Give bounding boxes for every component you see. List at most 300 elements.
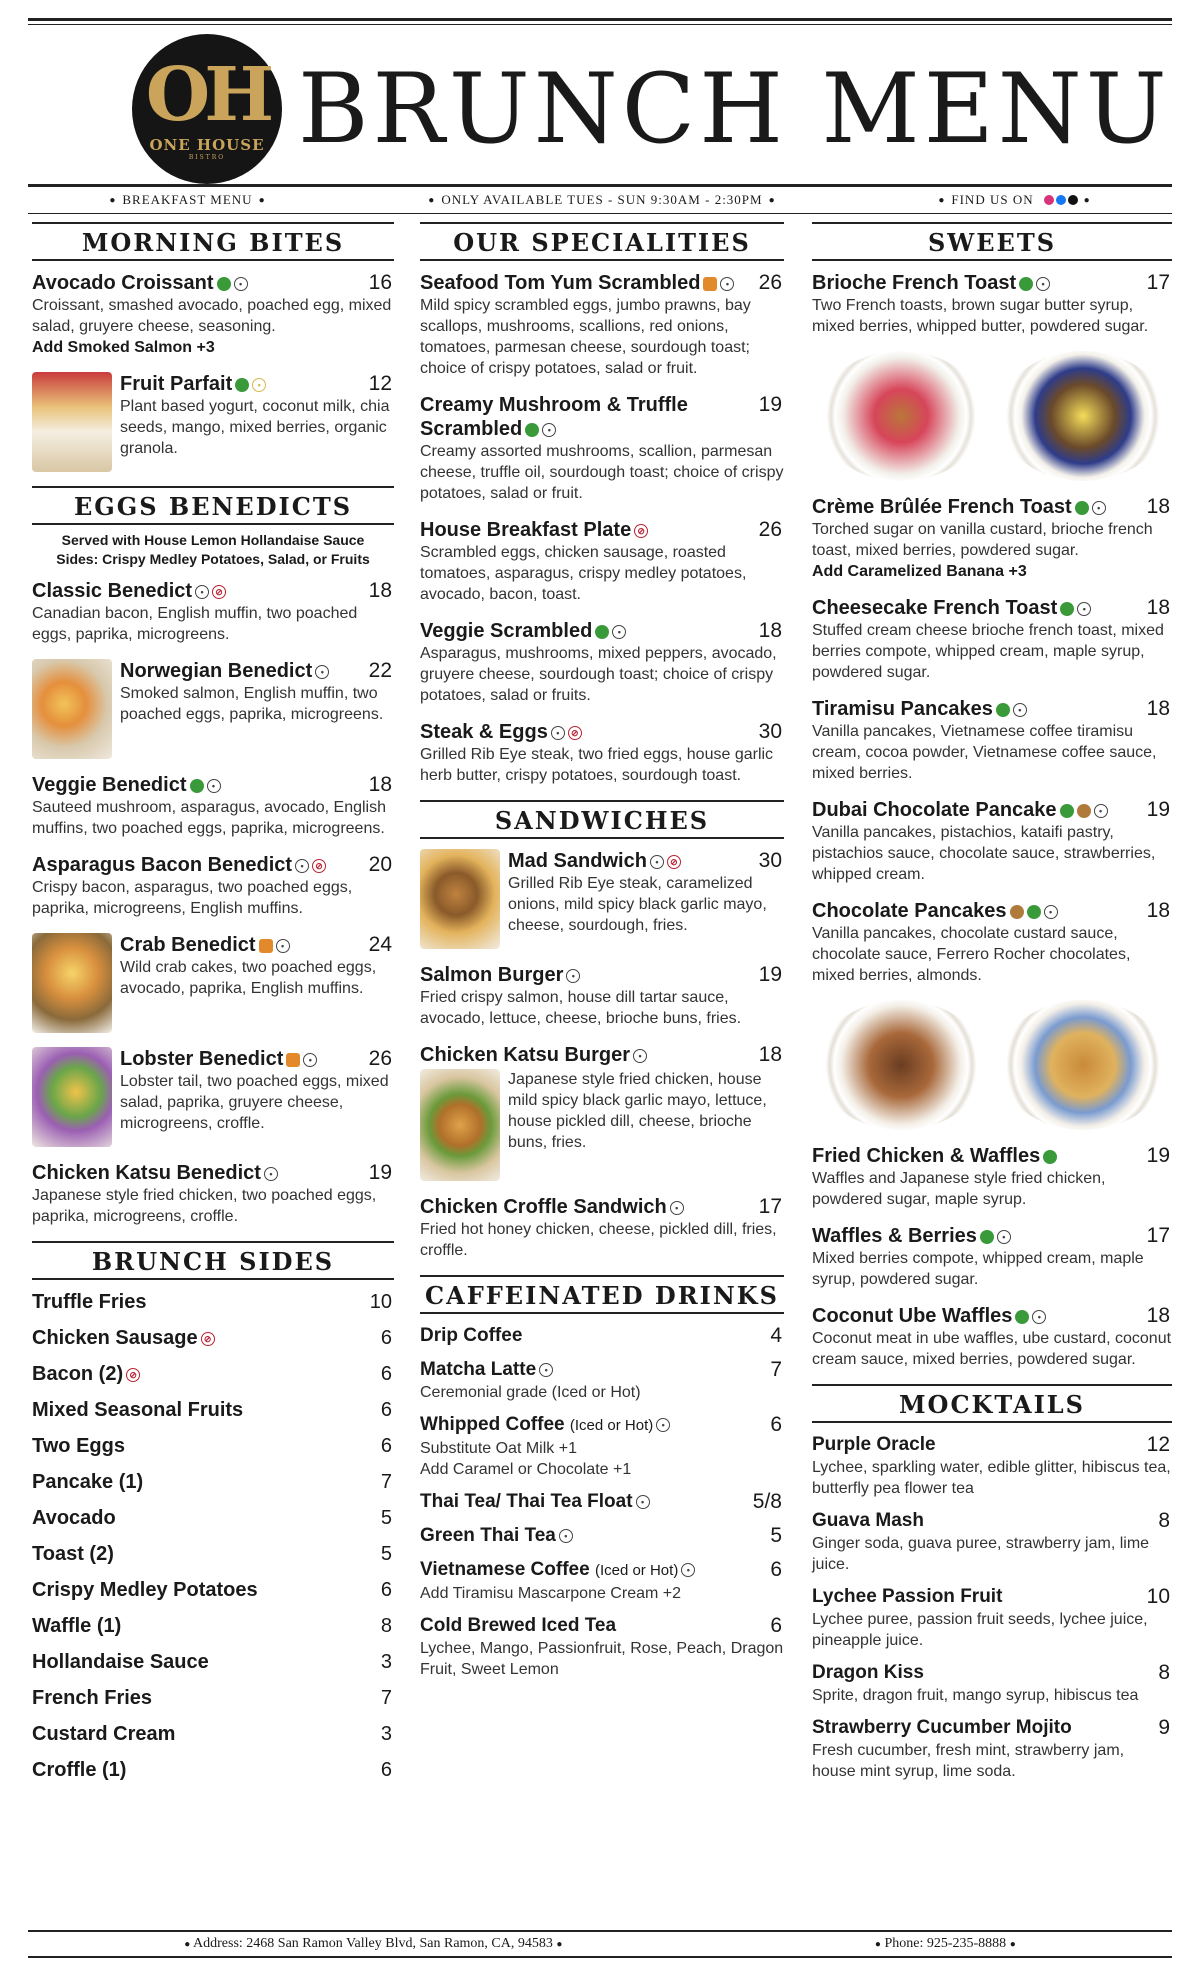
- item-name: Chicken Katsu Burger •: [420, 1043, 784, 1067]
- list-item: [32, 1362, 394, 1386]
- gluten-icon: •: [720, 277, 734, 291]
- gluten-icon: •: [656, 1418, 670, 1432]
- list-item: [32, 1758, 394, 1782]
- vegetarian-icon: [980, 1230, 994, 1244]
- item-name: Crab Benedict •: [120, 933, 394, 957]
- menu-item: [420, 1324, 784, 1348]
- item-price: 17: [1146, 271, 1170, 294]
- sides-list: [32, 1290, 394, 1782]
- item-price: 6: [770, 1614, 782, 1637]
- gluten-icon: •: [559, 1529, 573, 1543]
- item-name: Steak & Eggs • ⊘: [420, 720, 784, 744]
- item-name: Salmon Burger •: [420, 963, 784, 987]
- item-name: Waffles & Berries •: [812, 1224, 1172, 1248]
- side-name: Crispy Medley Potatoes: [32, 1579, 258, 1601]
- menu-item: [32, 271, 394, 358]
- top-border: [28, 18, 1172, 21]
- side-name: Chicken Sausage ⊘: [32, 1326, 215, 1350]
- item-name: Green Thai Tea •: [420, 1524, 784, 1548]
- item-name: Creamy Mushroom & Truffle Scrambled •: [420, 394, 688, 440]
- item-price: 7: [770, 1358, 782, 1381]
- item-price: 6: [770, 1558, 782, 1581]
- item-note: (Iced or Hot): [569, 1417, 654, 1434]
- item-price: 19: [368, 1161, 392, 1184]
- instagram-icon[interactable]: [1044, 195, 1054, 205]
- item-price: 18: [1146, 495, 1170, 518]
- list-item: [32, 1614, 394, 1638]
- item-description: Lobster tail, two poached eggs, mixed salad, paprika, gruyere cheese, microgreens, croffle.: [120, 1073, 389, 1132]
- menu-item: [420, 963, 784, 1029]
- item-name: Asparagus Bacon Benedict • ⊘: [32, 853, 394, 877]
- item-price: 19: [758, 393, 782, 416]
- fried-chicken-waffles-photo: [999, 1000, 1167, 1130]
- menu-item: [420, 518, 784, 605]
- item-description: Add Tiramisu Mascarpone Cream +2: [420, 1585, 681, 1602]
- item-price: 4: [770, 1324, 782, 1347]
- list-item: [32, 1722, 394, 1746]
- item-description: Crispy bacon, asparagus, two poached eggs, paprika, microgreens, English muffins.: [32, 879, 353, 917]
- cheesecake-toast-photo: [999, 351, 1167, 481]
- logo-monogram: OH: [145, 51, 269, 138]
- gluten-icon: •: [650, 855, 664, 869]
- menu-item: [812, 1716, 1172, 1782]
- item-name: Chocolate Pancakes •: [812, 899, 1172, 923]
- item-description: Mild spicy scrambled eggs, jumbo prawns, bay scallops, mushrooms, scallions, red onions, tomatoes, parmesan cheese, sourdough toast; choice of crispy potatoes, salad or fruit.: [420, 297, 751, 377]
- side-name: Truffle Fries: [32, 1291, 147, 1313]
- item-price: 18: [368, 579, 392, 602]
- no-pork-icon: ⊘: [312, 859, 326, 873]
- menu-item: [32, 372, 394, 472]
- item-addon: Add Caramelized Banana +3: [812, 563, 1027, 580]
- item-description: Vanilla pancakes, chocolate custard sauce, chocolate sauce, Ferrero Rocher chocolates, mixed berries, almonds.: [812, 925, 1131, 984]
- menu-item: [812, 271, 1172, 337]
- item-price: 18: [1146, 1304, 1170, 1327]
- item-name: Cold Brewed Iced Tea: [420, 1615, 617, 1636]
- list-item: [32, 1326, 394, 1350]
- gluten-icon: •: [633, 1049, 647, 1063]
- list-item: [32, 1506, 394, 1530]
- item-description: Ginger soda, guava puree, strawberry jam, lime juice.: [812, 1535, 1150, 1573]
- menu-item: [420, 1614, 784, 1680]
- lobster-benedict-photo: [32, 1047, 112, 1147]
- menu-item: [420, 1558, 784, 1604]
- item-description: Sprite, dragon fruit, mango syrup, hibiscus tea: [812, 1687, 1139, 1704]
- gluten-icon: •: [276, 939, 290, 953]
- menu-item: [32, 933, 394, 1033]
- item-price: 5: [770, 1524, 782, 1547]
- item-price: 18: [1146, 697, 1170, 720]
- item-description: Lychee, sparkling water, edible glitter, hibiscus tea, butterfly pea flower tea: [812, 1459, 1171, 1497]
- gluten-icon: •: [1013, 703, 1027, 717]
- item-description: Two French toasts, brown sugar butter syrup, mixed berries, whipped butter, powdered sugar.: [812, 297, 1149, 335]
- item-price: 17: [758, 1195, 782, 1218]
- item-name: Veggie Benedict •: [32, 773, 394, 797]
- item-name: Guava Mash: [812, 1510, 924, 1531]
- item-description: Grilled Rib Eye steak, caramelized onions, mild spicy black garlic mayo, cheese, sourdough, fries.: [508, 875, 767, 934]
- info-right-text: FIND US ON: [951, 192, 1034, 207]
- menu-item: [420, 1490, 784, 1514]
- gluten-icon: •: [1032, 1310, 1046, 1324]
- list-item: [32, 1578, 394, 1602]
- list-item: [32, 1434, 394, 1458]
- item-name: Purple Oracle: [812, 1434, 936, 1455]
- item-description: Substitute Oat Milk +1: [420, 1440, 577, 1457]
- no-pork-icon: ⊘: [126, 1368, 140, 1382]
- item-name: Mad Sandwich • ⊘: [508, 849, 784, 873]
- side-price: 6: [380, 1327, 392, 1349]
- item-name: Lychee Passion Fruit: [812, 1586, 1003, 1607]
- vegetarian-icon: [217, 277, 231, 291]
- menu-item: [420, 1413, 784, 1480]
- menu-item: [812, 1433, 1172, 1499]
- item-name: Avocado Croissant •: [32, 271, 394, 295]
- side-price: 10: [369, 1291, 392, 1313]
- item-name: House Breakfast Plate ⊘: [420, 518, 784, 542]
- item-description: Smoked salmon, English muffin, two poached eggs, paprika, microgreens.: [120, 685, 384, 723]
- chocolate-pancake-photo: [817, 1000, 985, 1130]
- menu-item: [420, 619, 784, 706]
- item-description: Plant based yogurt, coconut milk, chia seeds, mango, mixed berries, organic granola.: [120, 398, 390, 457]
- side-name: Mixed Seasonal Fruits: [32, 1399, 244, 1421]
- item-description: Fresh cucumber, fresh mint, strawberry jam, house mint syrup, lime soda.: [812, 1742, 1125, 1780]
- column-middle: [420, 222, 784, 1690]
- menu-item: [420, 393, 784, 504]
- no-pork-icon: ⊘: [667, 855, 681, 869]
- list-item: [32, 1542, 394, 1566]
- item-price: 26: [368, 1047, 392, 1070]
- side-name: Avocado: [32, 1507, 116, 1529]
- french-toast-photos: [812, 351, 1172, 481]
- menu-item: [420, 1195, 784, 1261]
- side-price: 7: [380, 1471, 392, 1493]
- fruit-parfait-photo: [32, 372, 112, 472]
- gluten-icon: •: [612, 625, 626, 639]
- item-description: Fried hot honey chicken, cheese, pickled dill, fries, croffle.: [420, 1221, 777, 1259]
- item-price: 17: [1146, 1224, 1170, 1247]
- item-description: Croissant, smashed avocado, poached egg, mixed salad, gruyere cheese, seasoning.: [32, 297, 392, 335]
- restaurant-logo: [132, 34, 282, 184]
- info-center-text: ONLY AVAILABLE TUES - SUN 9:30AM - 2:30PM: [441, 192, 763, 207]
- item-description: Scrambled eggs, chicken sausage, roasted tomatoes, asparagus, crispy medley potatoes, avocado, bacon, toast.: [420, 544, 747, 603]
- gluten-icon: •: [542, 423, 556, 437]
- item-price: 8: [1158, 1661, 1170, 1684]
- info-left-text: BREAKFAST MENU: [122, 192, 253, 207]
- no-pork-icon: ⊘: [212, 585, 226, 599]
- info-right: ● FIND US ON ●: [938, 192, 1091, 207]
- tree-nut-icon: [1077, 804, 1091, 818]
- menu-item: [812, 1144, 1172, 1210]
- item-price: 19: [1146, 798, 1170, 821]
- menu-item: [32, 579, 394, 645]
- item-description: Vanilla pancakes, pistachios, kataifi pastry, pistachios sauce, chocolate sauce, strawberries, whipped cream.: [812, 824, 1156, 883]
- list-item: [32, 1398, 394, 1422]
- page-title: BRUNCH MENU: [298, 53, 1171, 165]
- item-name: Veggie Scrambled •: [420, 619, 784, 643]
- menu-item: [420, 1043, 784, 1181]
- item-description: Lychee, Mango, Passionfruit, Rose, Peach, Dragon Fruit, Sweet Lemon: [420, 1640, 784, 1678]
- vegetarian-icon: [1060, 602, 1074, 616]
- item-name: Fruit Parfait •: [120, 372, 394, 396]
- item-price: 26: [758, 271, 782, 294]
- item-price: 30: [758, 720, 782, 743]
- item-description: Wild crab cakes, two poached eggs, avocado, paprika, English muffins.: [120, 959, 377, 997]
- menu-item: [32, 773, 394, 839]
- tree-nut-icon: [1010, 905, 1024, 919]
- gluten-icon: •: [539, 1363, 553, 1377]
- norwegian-benedict-photo: [32, 659, 112, 759]
- menu-item: [32, 853, 394, 919]
- item-name: Brioche French Toast •: [812, 271, 1172, 295]
- item-description: Canadian bacon, English muffin, two poached eggs, paprika, microgreens.: [32, 605, 358, 643]
- info-center: ● ONLY AVAILABLE TUES - SUN 9:30AM - 2:30PM ●: [428, 192, 776, 207]
- section-heading-sandwiches: SANDWICHES: [420, 800, 784, 839]
- column-left: [32, 222, 394, 1794]
- vegetarian-icon: [996, 703, 1010, 717]
- address-text: Address: 2468 San Ramon Valley Blvd, San Ramon, CA, 94583: [193, 1936, 553, 1951]
- shellfish-icon: [259, 939, 273, 953]
- gluten-icon: •: [303, 1053, 317, 1067]
- item-price: 18: [1146, 596, 1170, 619]
- item-description: Stuffed cream cheese brioche french toast, mixed berries compote, whipped cream, maple syrup, powdered sugar.: [812, 622, 1164, 681]
- menu-item: [812, 596, 1172, 683]
- tiktok-icon[interactable]: [1068, 195, 1078, 205]
- item-description: Fried crispy salmon, house dill tartar sauce, avocado, lettuce, cheese, brioche buns, fries.: [420, 989, 742, 1027]
- item-name: Drip Coffee: [420, 1325, 523, 1346]
- list-item: [32, 1686, 394, 1710]
- vegetarian-icon: [595, 625, 609, 639]
- item-description: Lychee puree, passion fruit seeds, lychee juice, pineapple juice.: [812, 1611, 1148, 1649]
- french-toast-photo: [817, 351, 985, 481]
- item-price: 16: [368, 271, 392, 294]
- gluten-icon: •: [566, 969, 580, 983]
- item-name: Classic Benedict • ⊘: [32, 579, 394, 603]
- item-description: Creamy assorted mushrooms, scallion, parmesan cheese, truffle oil, sourdough toast; choice of crispy potatoes, salad or fruit.: [420, 443, 784, 502]
- section-heading-eggs-benedicts: EGGS BENEDICTS: [32, 486, 394, 525]
- facebook-icon[interactable]: [1056, 195, 1066, 205]
- item-name: Chicken Katsu Benedict •: [32, 1161, 394, 1185]
- chicken-katsu-burger-photo: [420, 1069, 500, 1181]
- vegetarian-icon: [1015, 1310, 1029, 1324]
- item-name: Crème Brûlée French Toast •: [812, 495, 1172, 519]
- section-heading-mocktails: MOCKTAILS: [812, 1384, 1172, 1423]
- crab-benedict-photo: [32, 933, 112, 1033]
- section-heading-specialities: OUR SPECIALITIES: [420, 222, 784, 261]
- item-price: 30: [758, 849, 782, 872]
- item-price: 6: [770, 1413, 782, 1436]
- section-note: [32, 531, 394, 569]
- gluten-icon: •: [207, 779, 221, 793]
- menu-item: [812, 1585, 1172, 1651]
- menu-item: [812, 1661, 1172, 1706]
- item-name: Strawberry Cucumber Mojito: [812, 1717, 1072, 1738]
- item-price: 26: [758, 518, 782, 541]
- item-name: Dubai Chocolate Pancake •: [812, 798, 1172, 822]
- pancake-waffle-photos: [812, 1000, 1172, 1130]
- note-line-1: Served with House Lemon Hollandaise Sauce: [61, 532, 365, 548]
- gluten-icon: •: [670, 1201, 684, 1215]
- gluten-icon: •: [1094, 804, 1108, 818]
- menu-item: [420, 849, 784, 949]
- vegetarian-icon: [1060, 804, 1074, 818]
- section-heading-caffeinated-drinks: CAFFEINATED DRINKS: [420, 1275, 784, 1314]
- item-description: Mixed berries compote, whipped cream, maple syrup, powdered sugar.: [812, 1250, 1144, 1288]
- side-name: Two Eggs: [32, 1435, 125, 1457]
- section-heading-sweets: SWEETS: [812, 222, 1172, 261]
- item-price: 24: [368, 933, 392, 956]
- menu-item: [812, 899, 1172, 986]
- side-price: 7: [380, 1687, 392, 1709]
- item-name: Fried Chicken & Waffles: [812, 1144, 1172, 1168]
- item-price: 12: [1146, 1433, 1170, 1456]
- vegetarian-icon: [1019, 277, 1033, 291]
- item-note: (Iced or Hot): [594, 1562, 679, 1579]
- gluten-icon: •: [681, 1563, 695, 1577]
- gluten-icon: •: [1044, 905, 1058, 919]
- shellfish-icon: [286, 1053, 300, 1067]
- menu-item: [812, 1304, 1172, 1370]
- note-line-2: Sides: Crispy Medley Potatoes, Salad, or Fruits: [56, 551, 370, 567]
- side-price: 8: [380, 1615, 392, 1637]
- menu-item: [812, 798, 1172, 885]
- gluten-icon: •: [234, 277, 248, 291]
- side-name: French Fries: [32, 1687, 153, 1709]
- item-name: Vietnamese Coffee (Iced or Hot) •: [420, 1558, 784, 1583]
- item-price: 10: [1146, 1585, 1170, 1608]
- item-price: 22: [368, 659, 392, 682]
- side-name: Croffle (1): [32, 1759, 127, 1781]
- item-description: Ceremonial grade (Iced or Hot): [420, 1384, 641, 1401]
- side-price: 3: [380, 1723, 392, 1745]
- logo-subtext: BISTRO: [188, 153, 226, 161]
- gluten-icon: •: [1077, 602, 1091, 616]
- menu-item: [420, 1524, 784, 1548]
- side-price: 6: [380, 1579, 392, 1601]
- side-name: Toast (2): [32, 1543, 114, 1565]
- gluten-icon: •: [264, 1167, 278, 1181]
- dairy-free-icon: •: [252, 378, 266, 392]
- gluten-icon: •: [1092, 501, 1106, 515]
- menu-item: [420, 1358, 784, 1403]
- gluten-icon: •: [295, 859, 309, 873]
- vegetarian-icon: [190, 779, 204, 793]
- item-price: 9: [1158, 1716, 1170, 1739]
- side-price: 6: [380, 1759, 392, 1781]
- item-name: Matcha Latte •: [420, 1358, 784, 1382]
- item-description: Torched sugar on vanilla custard, brioche french toast, mixed berries, powdered sugar.: [812, 521, 1153, 559]
- item-description: Asparagus, mushrooms, mixed peppers, avocado, gruyere cheese, sourdough toast; choice of crispy potatoes, salad or fruits.: [420, 645, 777, 704]
- item-name: Dragon Kiss: [812, 1662, 924, 1683]
- gluten-icon: •: [195, 585, 209, 599]
- footer-phone[interactable]: ● Phone: 925-235-8888 ●: [874, 1936, 1016, 1951]
- menu-item: [812, 697, 1172, 784]
- section-heading-brunch-sides: BRUNCH SIDES: [32, 1241, 394, 1280]
- logo-text: ONE HOUSE: [149, 135, 265, 154]
- list-item: [32, 1290, 394, 1314]
- top-border-thin: [28, 24, 1172, 25]
- side-name: Bacon (2) ⊘: [32, 1362, 140, 1386]
- menu-item: [420, 271, 784, 379]
- side-name: Hollandaise Sauce: [32, 1651, 209, 1673]
- side-name: Waffle (1): [32, 1615, 122, 1637]
- item-name: Tiramisu Pancakes •: [812, 697, 1172, 721]
- item-price: 5/8: [752, 1490, 782, 1513]
- side-price: 3: [380, 1651, 392, 1673]
- side-price: 6: [380, 1363, 392, 1385]
- vegetarian-icon: [1075, 501, 1089, 515]
- gluten-icon: •: [636, 1495, 650, 1509]
- vegetarian-icon: [1027, 905, 1041, 919]
- item-description: Japanese style fried chicken, house mild spicy black garlic mayo, lettuce, house pickled dill, cheese, brioche buns, fries.: [508, 1071, 767, 1151]
- gluten-icon: •: [551, 726, 565, 740]
- item-price: 18: [1146, 899, 1170, 922]
- item-description-2: Add Caramel or Chocolate +1: [420, 1461, 632, 1478]
- item-addon: Add Smoked Salmon +3: [32, 339, 215, 356]
- info-left: ● BREAKFAST MENU ●: [109, 192, 266, 207]
- item-price: 18: [758, 1043, 782, 1066]
- side-price: 5: [380, 1543, 392, 1565]
- item-description: Waffles and Japanese style fried chicken, powdered sugar, maple syrup.: [812, 1170, 1106, 1208]
- social-icons: [1044, 195, 1078, 205]
- gluten-icon: •: [315, 665, 329, 679]
- vegetarian-icon: [1043, 1150, 1057, 1164]
- section-heading-morning-bites: MORNING BITES: [32, 222, 394, 261]
- no-pork-icon: ⊘: [568, 726, 582, 740]
- footer-bar: [28, 1930, 1172, 1958]
- footer-address: ● Address: 2468 San Ramon Valley Blvd, San Ramon, CA, 94583 ●: [184, 1936, 563, 1951]
- no-pork-icon: ⊘: [201, 1332, 215, 1346]
- item-name: Norwegian Benedict •: [120, 659, 394, 683]
- item-price: 12: [368, 372, 392, 395]
- item-description: Grilled Rib Eye steak, two fried eggs, house garlic herb butter, crispy potatoes, sourdough toast.: [420, 746, 774, 784]
- list-item: [32, 1470, 394, 1494]
- menu-item: [420, 720, 784, 786]
- side-name: Custard Cream: [32, 1723, 176, 1745]
- menu-item: [812, 495, 1172, 582]
- item-name: Whipped Coffee (Iced or Hot) •: [420, 1413, 784, 1438]
- menu-item: [812, 1509, 1172, 1575]
- item-price: 18: [758, 619, 782, 642]
- list-item: [32, 1650, 394, 1674]
- gluten-icon: •: [997, 1230, 1011, 1244]
- gluten-icon: •: [1036, 277, 1050, 291]
- item-price: 20: [368, 853, 392, 876]
- vegetarian-icon: [525, 423, 539, 437]
- shellfish-icon: [703, 277, 717, 291]
- info-bar: [28, 184, 1172, 214]
- item-description: Coconut meat in ube waffles, ube custard, coconut cream sauce, mixed berries, powdered sugar.: [812, 1330, 1172, 1368]
- item-price: 18: [368, 773, 392, 796]
- item-name: Thai Tea/ Thai Tea Float •: [420, 1490, 784, 1514]
- item-description: Japanese style fried chicken, two poached eggs, paprika, microgreens, croffle.: [32, 1187, 377, 1225]
- side-price: 6: [380, 1435, 392, 1457]
- side-price: 5: [380, 1507, 392, 1529]
- item-name: Coconut Ube Waffles •: [812, 1304, 1172, 1328]
- item-name: Seafood Tom Yum Scrambled •: [420, 271, 784, 295]
- side-price: 6: [380, 1399, 392, 1421]
- no-pork-icon: ⊘: [634, 524, 648, 538]
- item-price: 8: [1158, 1509, 1170, 1532]
- item-name: Chicken Croffle Sandwich •: [420, 1195, 784, 1219]
- menu-item: [812, 1224, 1172, 1290]
- mad-sandwich-photo: [420, 849, 500, 949]
- item-price: 19: [1146, 1144, 1170, 1167]
- phone-text[interactable]: Phone: 925-235-8888: [884, 1936, 1007, 1951]
- column-right: [812, 222, 1172, 1792]
- item-description: Vanilla pancakes, Vietnamese coffee tiramisu cream, cocoa powder, Vietnamese coffee sauce, mixed berries.: [812, 723, 1157, 782]
- menu-item: [32, 659, 394, 759]
- vegan-icon: [235, 378, 249, 392]
- item-price: 19: [758, 963, 782, 986]
